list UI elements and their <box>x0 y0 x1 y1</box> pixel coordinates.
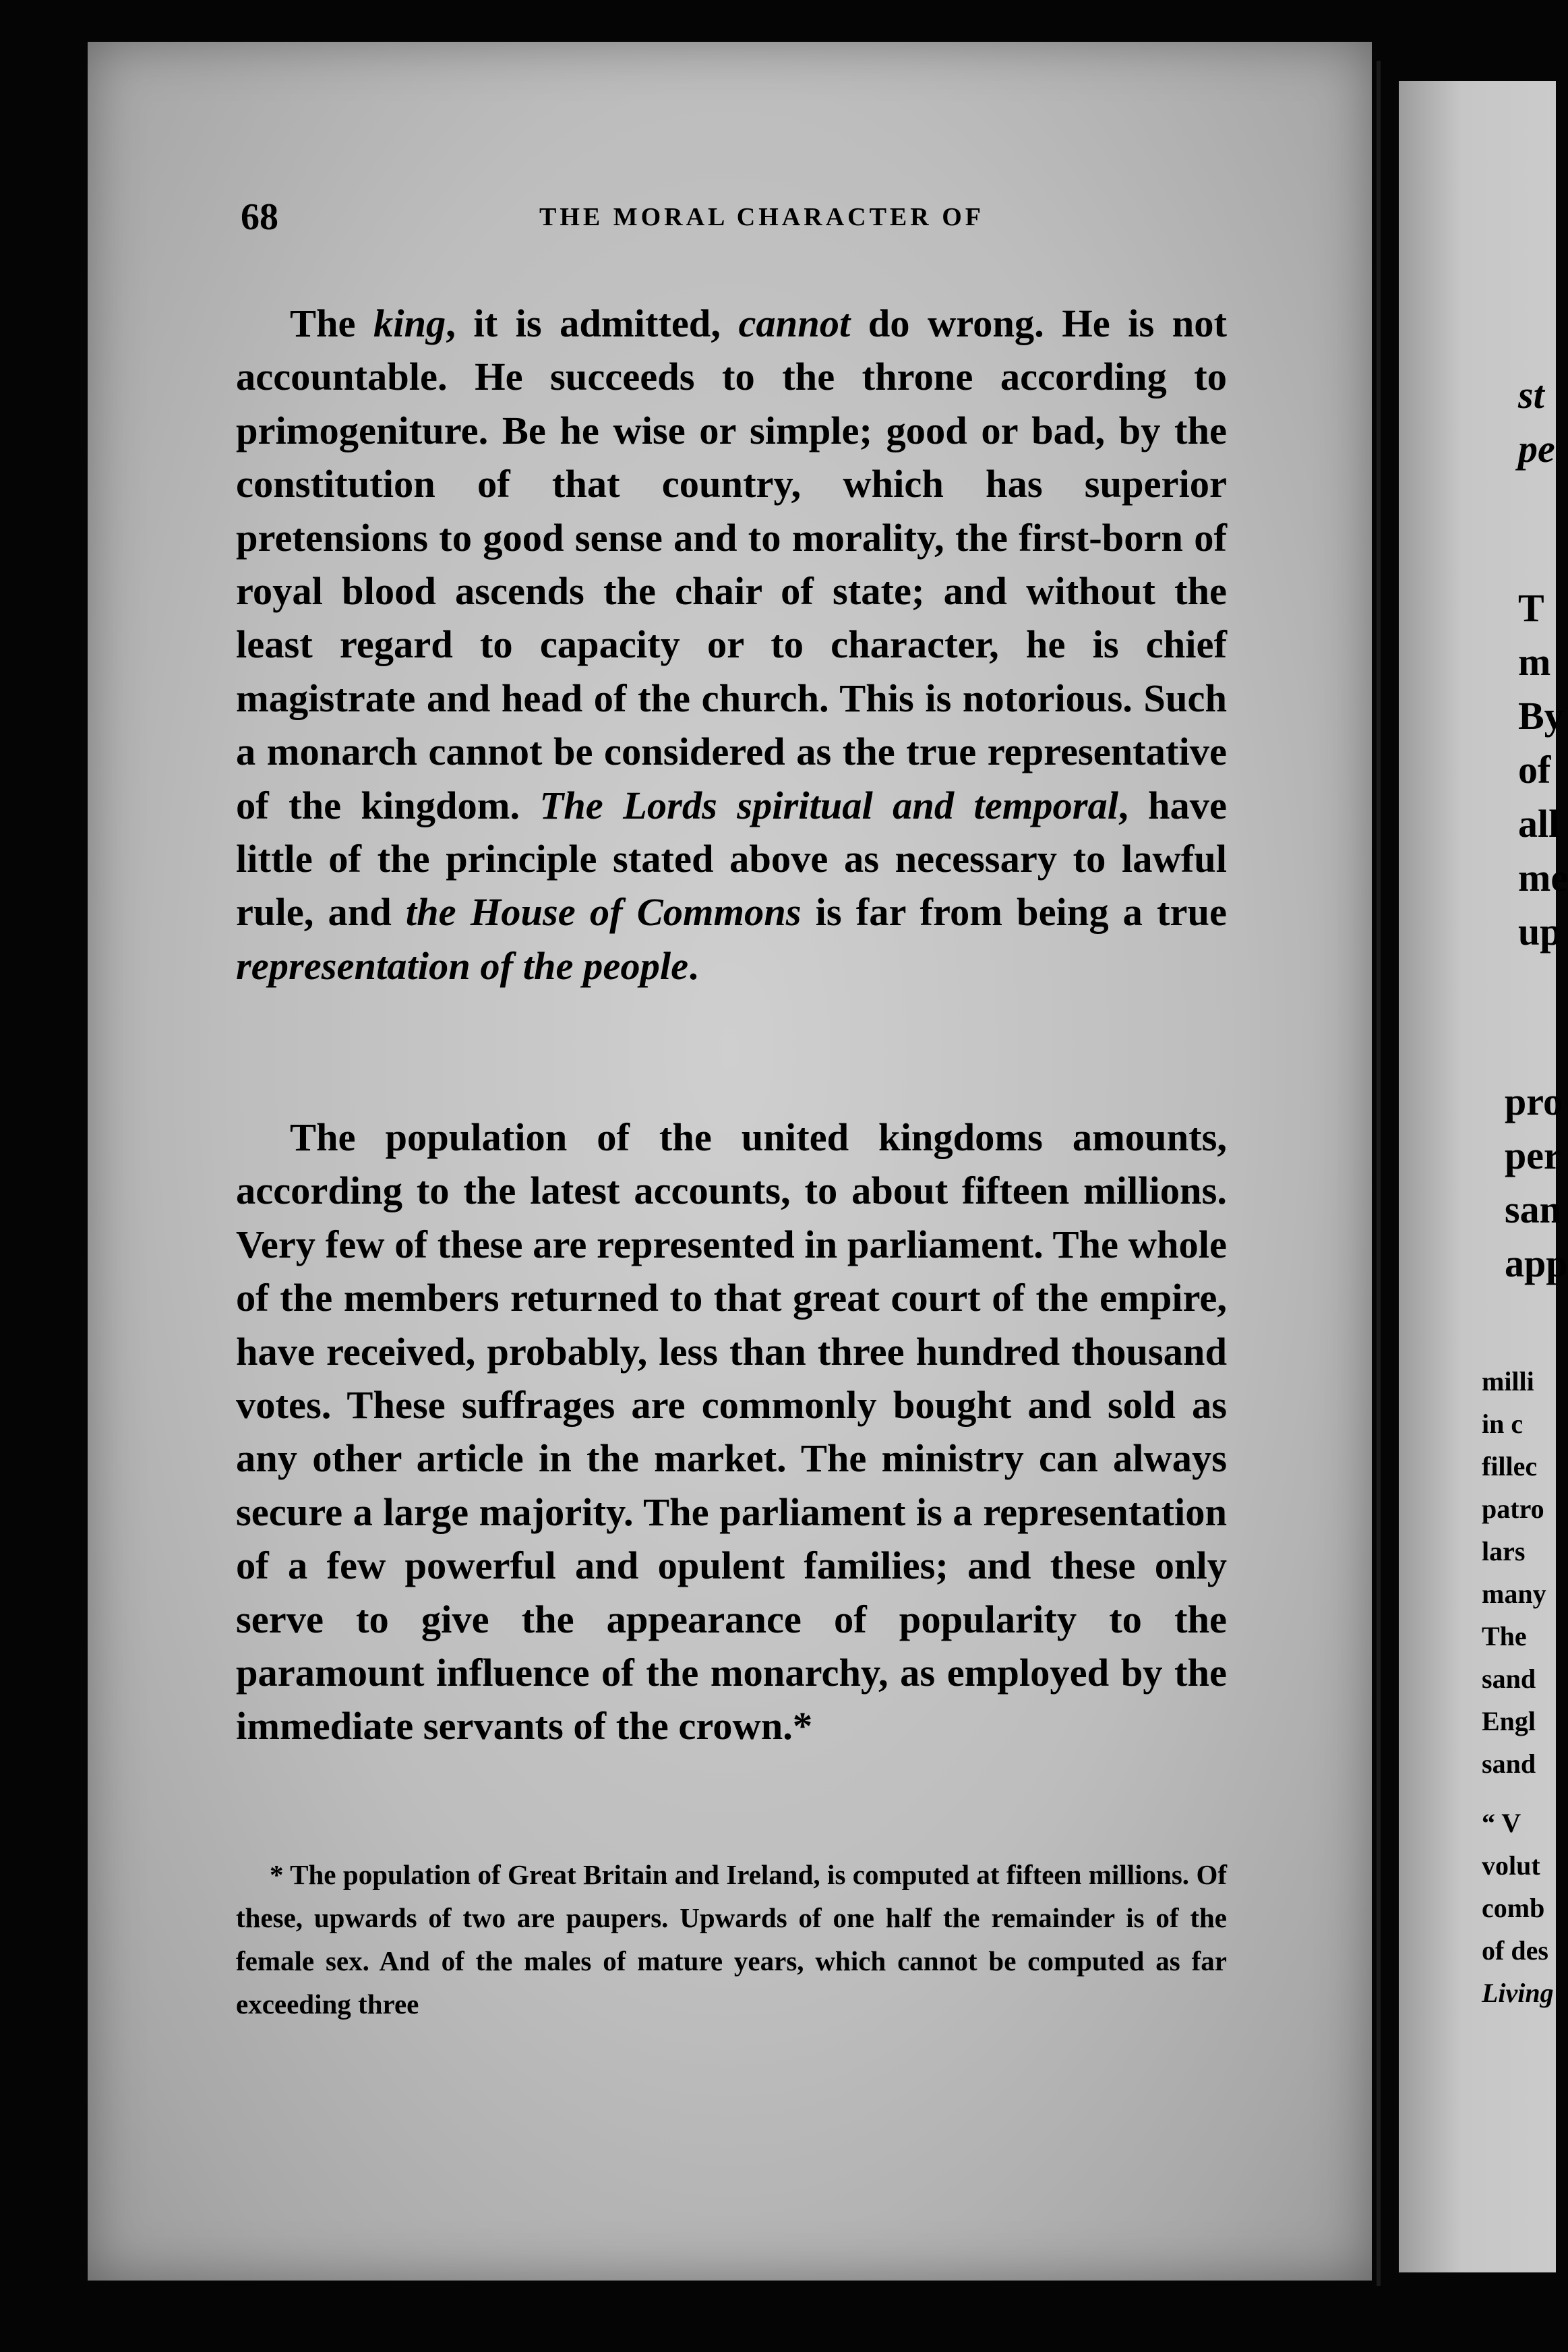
right-page-line: san <box>1505 1187 1561 1231</box>
right-page-small-line: Living <box>1482 1978 1554 2008</box>
right-page-heading-line: pe <box>1518 427 1555 471</box>
right-page-small-line: patro <box>1482 1494 1544 1524</box>
text-segment: . <box>688 943 698 988</box>
running-title: THE MORAL CHARACTER OF <box>539 203 984 231</box>
right-page-small-line: of des <box>1482 1935 1548 1966</box>
right-page-small-line: Engl <box>1482 1706 1536 1736</box>
text-segment: do wrong. He is not accountable. He succeeds to the throne according to primogeniture. Be he wise or simple; good or bad, by the constitution of that country, which has superior pretensions to good sense and to morality, the first-born of royal blood ascends the chair of state; and without the least regard to capacity or to character, he is chief magistrate and head of the church. This is notorious. Such a monarch cannot be considered as the true representative of the kingdom. <box>236 301 1227 827</box>
italic-segment: cannot <box>738 301 851 345</box>
page-gutter <box>1377 61 1381 2286</box>
italic-segment: The Lords spiritual and temporal <box>539 783 1119 827</box>
footnote: * The population of Great Britain and Ireland, is computed at fifteen millions. Of these, upwards of two are paupers. Upwards of one half the remainder is of the female sex. And of the males of mature years, which cannot be computed as far exceeding three <box>236 1859 1227 2020</box>
italic-segment: the House of Commons <box>405 890 802 935</box>
right-page-small-line: many <box>1482 1579 1546 1609</box>
right-page-small-line: fillec <box>1482 1451 1538 1481</box>
paragraph-king <box>236 297 1227 993</box>
text-segment: , it is admitted, <box>446 301 739 345</box>
right-page-line: up <box>1518 910 1562 953</box>
right-page-heading-line: st <box>1518 373 1544 417</box>
running-head <box>155 196 1421 236</box>
italic-segment: king <box>373 301 446 345</box>
right-page-line: app <box>1505 1241 1568 1285</box>
right-page-small-line: lars <box>1482 1536 1526 1566</box>
right-page-line: T <box>1518 586 1544 630</box>
right-page-line: pro <box>1505 1080 1563 1123</box>
right-page-line: m <box>1518 640 1551 684</box>
text-segment: is far from being a true <box>801 890 1227 935</box>
italic-segment: representation of the people <box>236 943 689 988</box>
right-page-line: of <box>1518 748 1551 792</box>
right-page-small-line: The <box>1482 1621 1527 1651</box>
right-page-line: By <box>1518 694 1564 738</box>
page-number: 68 <box>241 196 278 238</box>
right-page-small-line: sand <box>1482 1664 1536 1694</box>
paragraph-population: The population of the united kingdoms amounts, according to the latest accounts, to about fifteen millions. Very few of these are represented in parliament. The whole of the members returned to that great court of the empire, have received, probably, less than three hundred thousand votes. These suffrages are commonly bought and sold as any other article in the market. The ministry can always secure a large majority. The parliament is a representation of a few powerful and opulent families; and these only serve to give the appearance of popularity to the paramount influence of the monarchy, as employed by the immediate servants of the crown.* <box>236 1115 1227 1748</box>
right-page-line: me <box>1518 856 1568 900</box>
right-page-small-line: in c <box>1482 1409 1524 1439</box>
right-page-small-line: comb <box>1482 1893 1545 1923</box>
right-page-line: all <box>1518 802 1560 846</box>
right-page-small-line: “ V <box>1482 1808 1521 1838</box>
right-page-small-line: volut <box>1482 1850 1540 1881</box>
text-segment: The <box>290 301 373 345</box>
right-page-small-line: sand <box>1482 1748 1536 1779</box>
right-page-small-line: milli <box>1482 1366 1534 1396</box>
text-segment: , have little of the principle stated above as necessary to lawful rule, and <box>236 783 1228 935</box>
right-page-line: per <box>1505 1134 1561 1177</box>
